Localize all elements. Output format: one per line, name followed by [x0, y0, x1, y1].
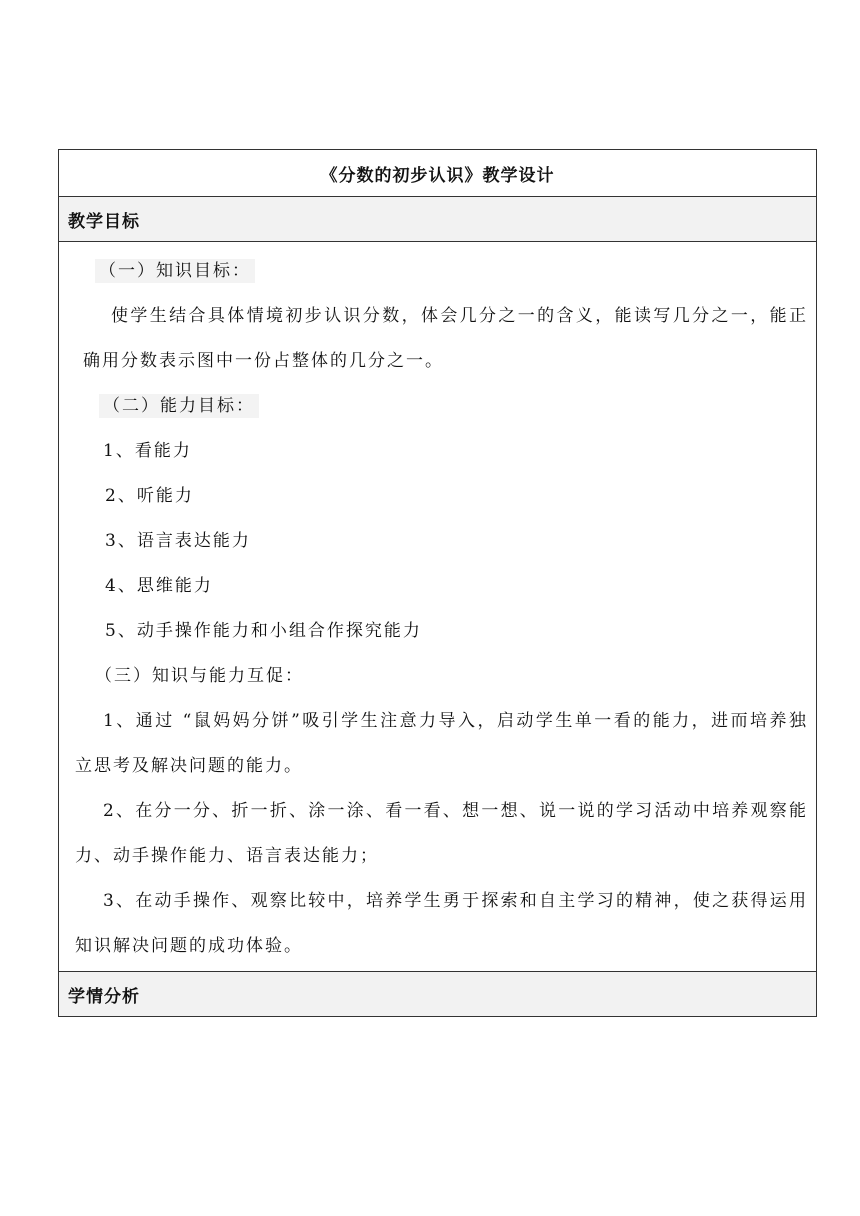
ability-item: 1、看能力 [103, 441, 192, 461]
ability-item: 5、动手操作能力和小组合作探究能力 [105, 621, 422, 641]
ability-goal-heading-line [75, 384, 808, 429]
interplay-paragraph-2 [75, 789, 808, 879]
interplay-heading: （三）知识与能力互促： [95, 666, 304, 686]
ability-item: 2、听能力 [105, 486, 194, 506]
objectives-content [59, 242, 816, 972]
interplay-paragraph-text: 3、在动手操作、观察比较中，培养学生勇于探索和自主学习的精神，使之获得运用知识解决问题的成功体验。 [75, 891, 808, 956]
knowledge-goal-heading: （一）知识目标： [95, 259, 255, 283]
ability-item: 4、思维能力 [105, 576, 213, 596]
knowledge-goal-heading-line [75, 249, 808, 294]
lesson-plan-table [58, 149, 817, 1017]
document-title: 《分数的初步认识》教学设计 [59, 150, 816, 197]
interplay-paragraph-text: 1、通过 “鼠妈妈分饼”吸引学生注意力导入，启动学生单一看的能力，进而培养独立思考及解决问题的能力。 [75, 711, 808, 776]
ability-goal-heading: （二）能力目标： [99, 394, 259, 418]
section-heading-analysis: 学情分析 [59, 972, 816, 1016]
knowledge-goal-paragraph: 使学生结合具体情境初步认识分数，体会几分之一的含义，能读写几分之一，能正确用分数表示图中一份占整体的几分之一。 [83, 306, 808, 371]
knowledge-goal-text [75, 294, 808, 384]
ability-item: 3、语言表达能力 [105, 531, 251, 551]
interplay-paragraph-3 [75, 879, 808, 969]
interplay-paragraph-1 [75, 699, 808, 789]
interplay-paragraph-text: 2、在分一分、折一折、涂一涂、看一看、想一想、说一说的学习活动中培养观察能力、动手操作能力、语言表达能力； [75, 801, 808, 866]
section-heading-objectives: 教学目标 [59, 197, 816, 242]
